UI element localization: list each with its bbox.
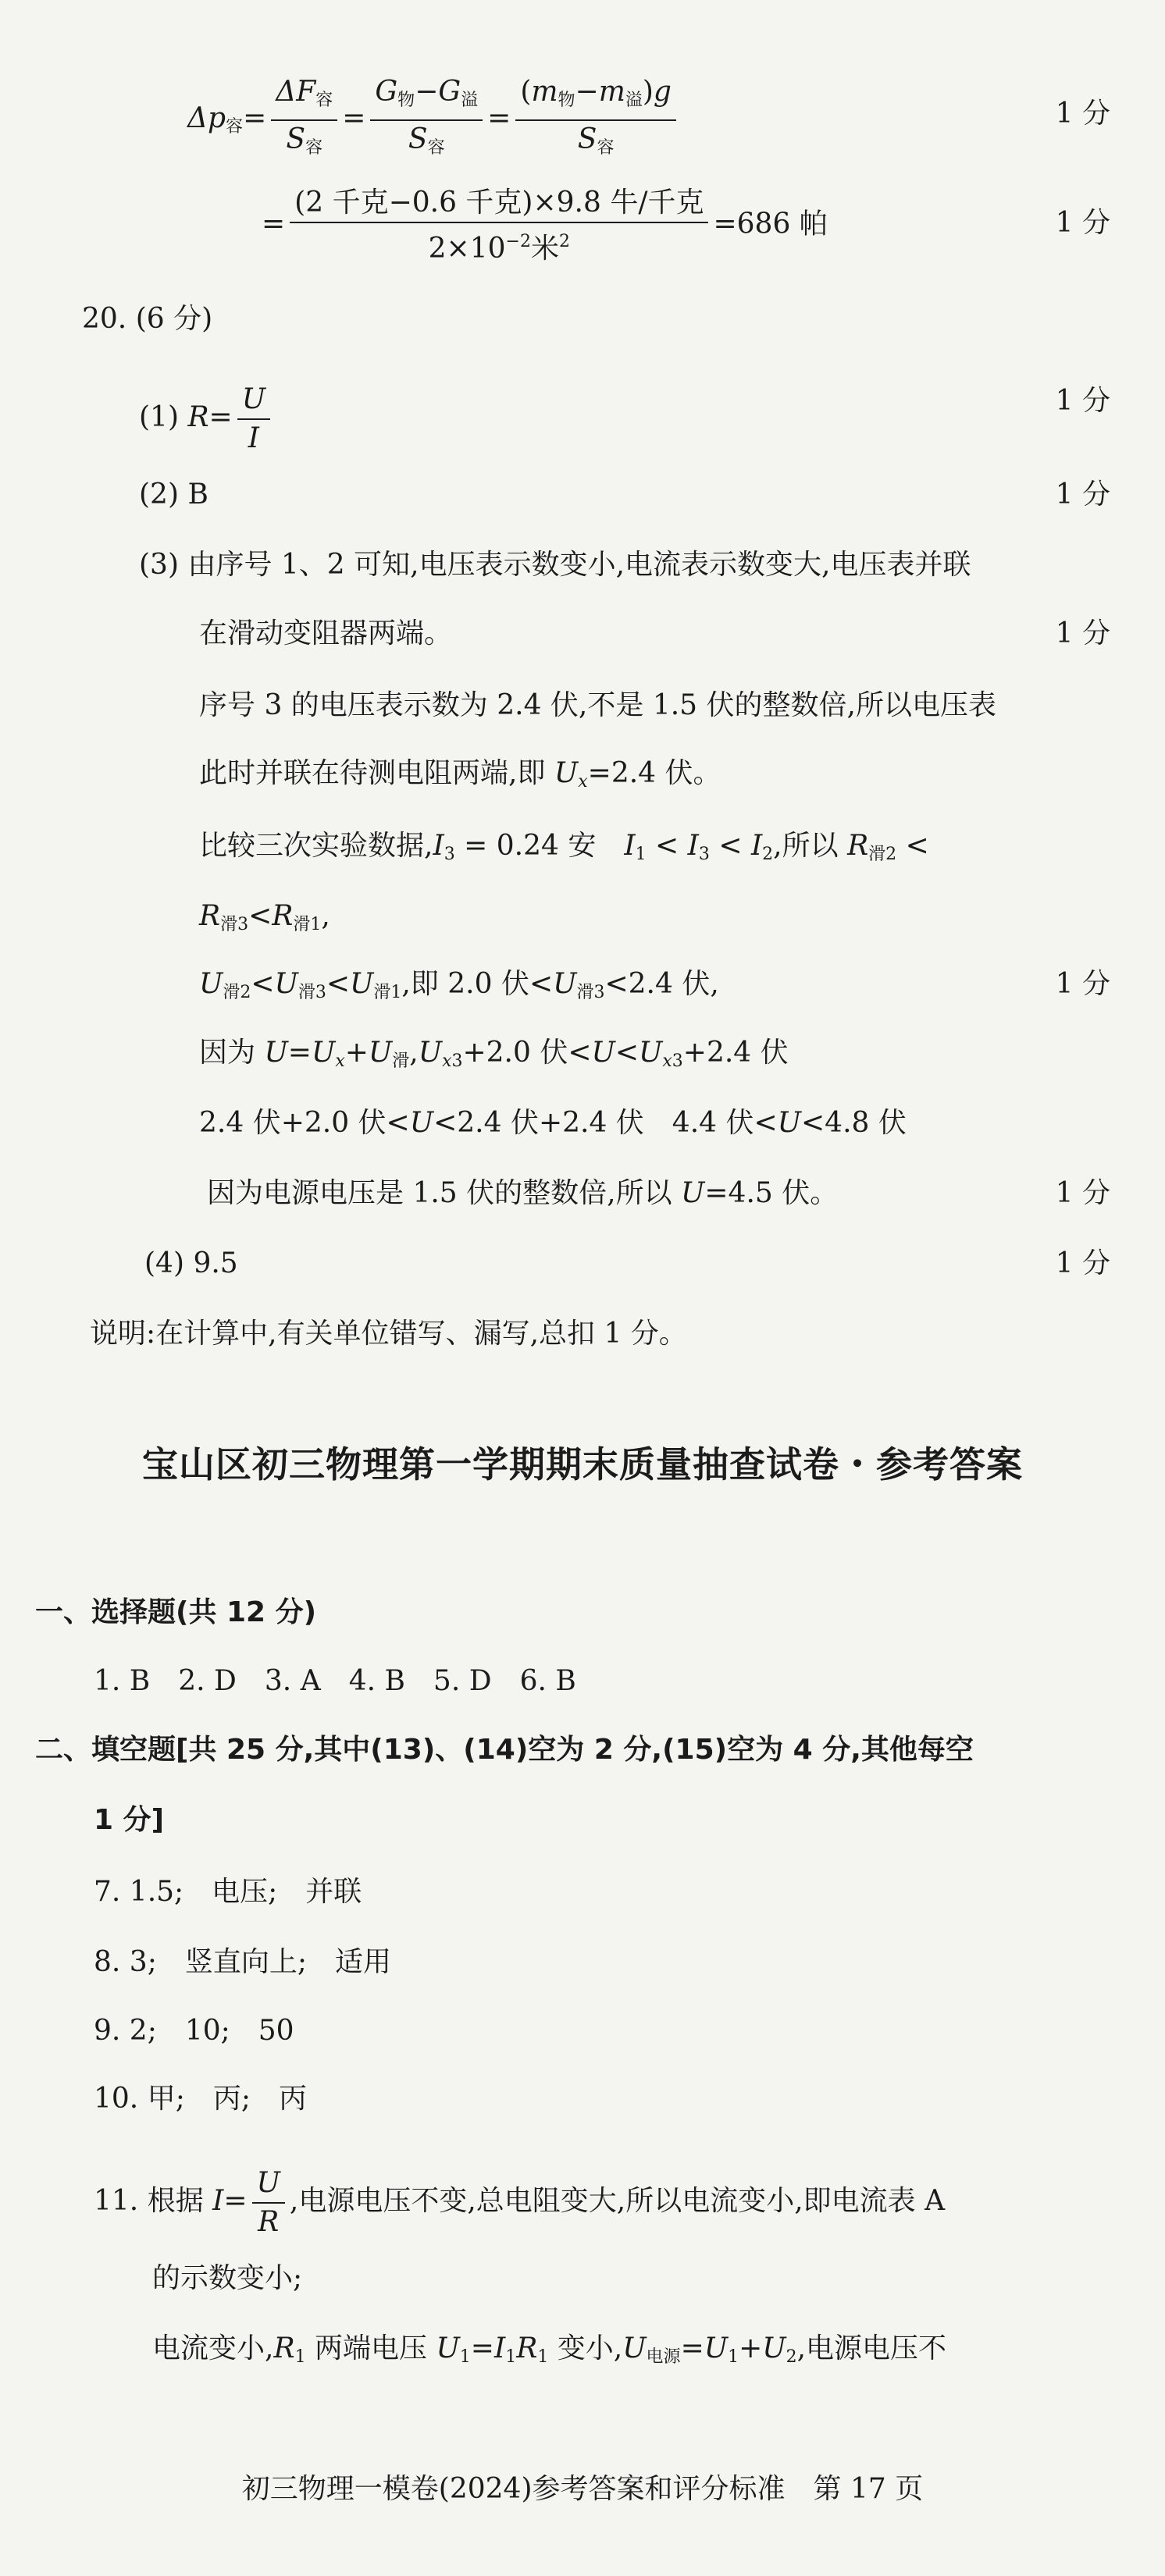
q20-header: 20. (6 分) [82, 303, 213, 335]
scoring-note: 说明:在计算中,有关单位错写、漏写,总扣 1 分。 [90, 1318, 687, 1350]
answer-11-line3: 电流变小$,R_1$ 两端电压 $U_1=I_1R_1$ 变小$,U_{电源}=U_1+U_2$,电源电压不 [152, 2332, 947, 2367]
q20-p3-score2: 1 分 [1055, 968, 1110, 1000]
q20-p3-line6: $R_{滑3}<R_{滑1}$, [199, 900, 330, 934]
formula-line-2-result: =686 帕 [713, 208, 828, 240]
answer-11-line1: 11. 根据 I= $\frac{U}{R}$ ,电源电压不变,总电阻变大,所以电流变小,即电流表 A [94, 2167, 946, 2238]
formula-line-2: = $\frac{\text{(2 千克−0.6 千克)×9.8 牛/千克}}{2\times 10^{-2}米^2}$ =686 帕 [262, 187, 828, 265]
q20-p1-score: 1 分 [1055, 385, 1110, 417]
answer-11-line2: 的示数变小; [152, 2262, 303, 2294]
q20-p3-line4: 此时并联在待测电阻两端,即 $U_x=2.4$ 伏。 [199, 757, 721, 792]
q20-p3-line2: 在滑动变阻器两端。 [199, 617, 453, 649]
section2-heading-line2: 1 分] [94, 1804, 165, 1836]
score-formula-1: 1 分 [1055, 98, 1110, 130]
answer-10: 10. 甲; 丙; 丙 [94, 2083, 307, 2115]
q20-p4-score: 1 分 [1055, 1247, 1110, 1279]
section2-heading-line1: 二、填空题[共 25 分,其中(13)、(14)空为 2 分,(15)空为 4 分,其他每空 [35, 1734, 974, 1766]
q20-p3-line1: (3) 由序号 1、2 可知,电压表示数变小,电流表示数变大,电压表并联 [139, 549, 971, 581]
q20-p3-line10: 因为电源电压是 1.5 伏的整数倍,所以 U=4.5 伏。 [207, 1177, 839, 1209]
q20-p3-line8: 因为 $U=U_x+U_滑,U_{x3}+2.0$ 伏$<U<U_{x3}+2.4$ 伏 [199, 1037, 789, 1071]
answer-8: 8. 3; 竖直向上; 适用 [94, 1946, 391, 1978]
q20-p2: (2) B [139, 479, 208, 511]
page-title: 宝山区初三物理第一学期期末质量抽查试卷・参考答案 [142, 1443, 1023, 1485]
q20-p3-score1: 1 分 [1055, 617, 1110, 649]
answer-7: 7. 1.5; 电压; 并联 [94, 1876, 362, 1908]
q20-p2-score: 1 分 [1055, 479, 1110, 511]
q20-p4: (4) 9.5 [144, 1247, 238, 1279]
q20-p3-line7: $U_{滑2}<U_{滑3}<U_{滑1}$,即 2.0 伏$<U_{滑3}<2.4$ 伏, [199, 968, 719, 1002]
section1-heading: 一、选择题(共 12 分) [35, 1596, 317, 1628]
q20-p1: (1) R= $\frac{U}{I}$ [139, 382, 275, 456]
q20-p3-line5: 比较三次实验数据$,I_3 = 0.24$ 安 $I_1 < I_3 < I_2$,所以 $R_{滑2}$ < [199, 830, 929, 864]
formula-line-2-numerator: (2 千克−0.6 千克)×9.8 牛/千克 [290, 186, 708, 223]
score-formula-2: 1 分 [1055, 207, 1110, 239]
q20-p3-line3: 序号 3 的电压表示数为 2.4 伏,不是 1.5 伏的整数倍,所以电压表 [199, 689, 996, 721]
answer-9: 9. 2; 10; 50 [94, 2015, 294, 2047]
q20-p3-score3: 1 分 [1055, 1177, 1110, 1209]
section1-answers: 1. B 2. D 3. A 4. B 5. D 6. B [94, 1665, 576, 1697]
q20-p3-line9: 2.4 伏+2.0 伏<U<2.4 伏+2.4 伏 4.4 伏<U<4.8 伏 [199, 1107, 907, 1139]
formula-line-1: $\Delta p_容=$ $\frac{\Delta F_容}{S_容}$ = $\frac{G_物-G_溢}{S_容}$ = $\frac{(m_物-m_溢)g}{S_容}$ [187, 75, 681, 165]
page-footer: 初三物理一模卷(2024)参考答案和评分标准 第 17 页 [241, 2473, 924, 2505]
